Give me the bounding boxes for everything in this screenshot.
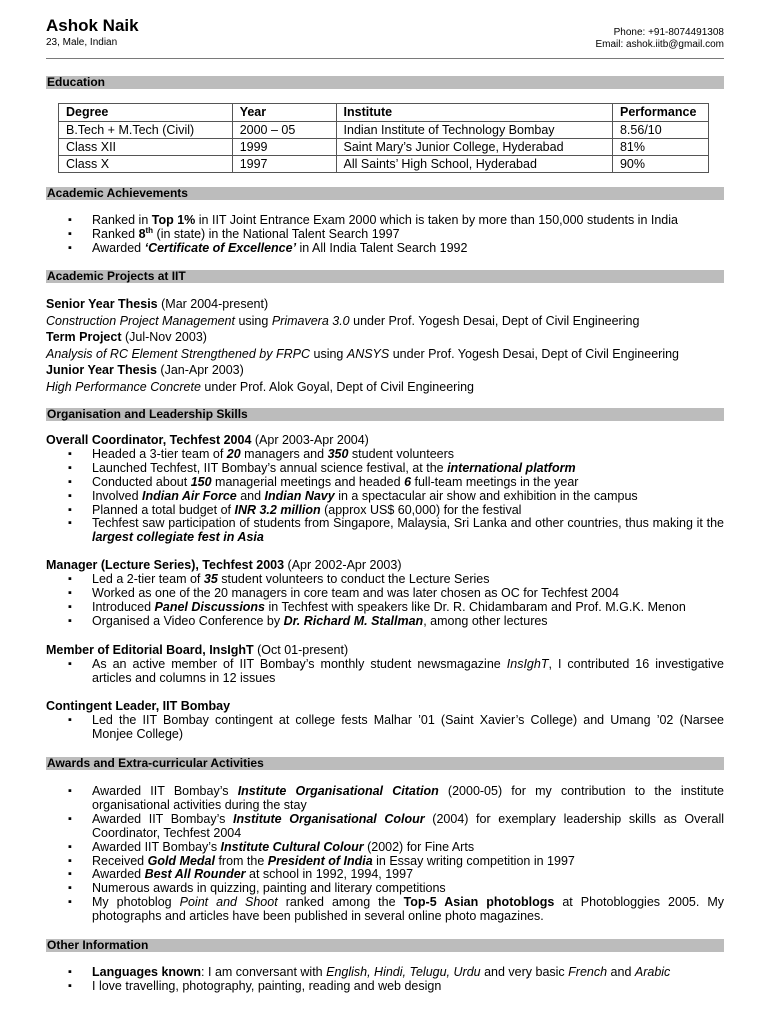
role-overall-coordinator [46, 434, 724, 545]
table-cell: 8.56/10 [612, 122, 708, 139]
list-item: ▪ Led the IIT Bombay contingent at college fests Malhar ’01 (Saint Xavier’s College) and Umang ’02 (Narsee Monjee College) [46, 714, 724, 742]
list-item: ▪ Awarded Best All Rounder at school in 1992, 1994, 1997 [46, 868, 724, 882]
header-divider [46, 58, 724, 59]
list-item: ▪ Launched Techfest, IIT Bombay’s annual science festival, at the international platform [46, 462, 724, 476]
table-row [59, 139, 709, 156]
table-cell: Indian Institute of Technology Bombay [336, 122, 612, 139]
table-row [59, 156, 709, 173]
education-table [58, 103, 709, 173]
section-awards: Awards and Extra-curricular Activities [46, 757, 724, 770]
table-cell: 81% [612, 139, 708, 156]
list-item: ▪ Ranked 8th (in state) in the National Talent Search 1997 [46, 228, 724, 242]
project-heading: Senior Year Thesis (Mar 2004-present) [46, 297, 269, 311]
list-item: ▪ Led a 2-tier team of 35 student volunteers to conduct the Lecture Series [46, 573, 724, 587]
list-item: ▪ My photoblog Point and Shoot ranked among the Top-5 Asian photoblogs at Photobloggies 2005. My photographs and articles have been published in several online photo magazines. [46, 896, 724, 924]
column-header: Degree [59, 104, 233, 122]
list-item: ▪ Numerous awards in quizzing, painting and literary competitions [46, 882, 724, 896]
column-header: Performance [612, 104, 708, 122]
list-item: ▪ I love travelling, photography, painting, reading and web design [46, 980, 724, 994]
table-cell: Saint Mary’s Junior College, Hyderabad [336, 139, 612, 156]
role-lecture-series-manager [46, 559, 724, 629]
role-contingent-leader [46, 700, 724, 742]
table-cell: 1999 [232, 139, 336, 156]
candidate-details: 23, Male, Indian [46, 37, 118, 48]
list-item: ▪ Techfest saw participation of students from Singapore, Malaysia, Sri Lanka and other countries, thus making it the largest collegiate fest in Asia [46, 517, 724, 545]
role-editorial-board [46, 644, 724, 686]
list-item: ▪ Worked as one of the 20 managers in core team and was later chosen as OC for Techfest 2004 [46, 587, 724, 601]
list-item: ▪ Awarded IIT Bombay’s Institute Organisational Colour (2004) for exemplary leadership skills as Overall Coordinator, Techfest 2004 [46, 813, 724, 841]
table-row [59, 122, 709, 139]
section-education: Education [46, 76, 724, 89]
project-description: Analysis of RC Element Strengthened by FRPC using ANSYS under Prof. Yogesh Desai, Dept of Civil Engineering [46, 346, 680, 361]
list-item: ▪ Involved Indian Air Force and Indian Navy in a spectacular air show and exhibition in the campus [46, 490, 724, 504]
project-heading: Junior Year Thesis (Jan-Apr 2003) [46, 363, 244, 378]
projects-list [46, 296, 724, 396]
project-description: High Performance Concrete under Prof. Alok Goyal, Dept of Civil Engineering [46, 379, 474, 394]
list-item: ▪ Awarded ‘Certificate of Excellence’ in All India Talent Search 1992 [46, 242, 724, 256]
list-item: ▪ As an active member of IIT Bombay’s monthly student newsmagazine InsIghT, I contributed 16 investigative articles and columns in 12 issues [46, 658, 724, 686]
table-cell: 90% [612, 156, 708, 173]
section-other-information: Other Information [46, 939, 724, 952]
section-academic-projects: Academic Projects at IIT [46, 270, 724, 283]
table-cell: All Saints’ High School, Hyderabad [336, 156, 612, 173]
awards-list [46, 785, 724, 924]
role-heading: Member of Editorial Board, InsIghT (Oct 01-present) [46, 643, 349, 657]
list-item: ▪ Introduced Panel Discussions in Techfest with speakers like Dr. R. Chidambaram and Prof. M.G.K. Menon [46, 601, 724, 615]
list-item: ▪ Planned a total budget of INR 3.2 million (approx US$ 60,000) for the festival [46, 504, 724, 518]
section-leadership: Organisation and Leadership Skills [46, 408, 724, 421]
section-academic-achievements: Academic Achievements [46, 187, 724, 200]
phone-number: Phone: +91-8074491308 [613, 27, 724, 38]
table-cell: 1997 [232, 156, 336, 173]
table-cell: 2000 – 05 [232, 122, 336, 139]
contact-info [595, 27, 724, 51]
project-heading: Term Project (Jul-Nov 2003) [46, 330, 207, 345]
list-item: ▪ Organised a Video Conference by Dr. Richard M. Stallman, among other lectures [46, 615, 724, 629]
list-item: ▪ Ranked in Top 1% in IIT Joint Entrance Exam 2000 which is taken by more than 150,000 students in India [46, 214, 724, 228]
email-address[interactable]: Email: ashok.iitb@gmail.com [595, 39, 724, 50]
list-item: ▪ Headed a 3-tier team of 20 managers and 350 student volunteers [46, 448, 724, 462]
achievements-list [46, 214, 724, 256]
table-cell: Class XII [59, 139, 233, 156]
list-item: ▪ Received Gold Medal from the President of India in Essay writing competition in 1997 [46, 855, 724, 869]
other-info-list [46, 966, 724, 994]
role-heading: Manager (Lecture Series), Techfest 2003 (Apr 2002-Apr 2003) [46, 558, 402, 572]
table-cell: Class X [59, 156, 233, 173]
candidate-name: Ashok Naik [46, 16, 139, 35]
role-heading: Overall Coordinator, Techfest 2004 (Apr 2003-Apr 2004) [46, 433, 369, 447]
list-item: ▪ Conducted about 150 managerial meetings and headed 6 full-team meetings in the year [46, 476, 724, 490]
role-heading: Contingent Leader, IIT Bombay [46, 699, 231, 713]
list-item: ▪ Awarded IIT Bombay’s Institute Cultural Colour (2002) for Fine Arts [46, 841, 724, 855]
list-item: ▪ Awarded IIT Bombay’s Institute Organisational Citation (2000-05) for my contribution to the institute organisational activities during the stay [46, 785, 724, 813]
column-header: Institute [336, 104, 612, 122]
table-header-row [59, 104, 709, 122]
list-item: ▪ Languages known: I am conversant with English, Hindi, Telugu, Urdu and very basic French and Arabic [46, 966, 724, 980]
table-cell: B.Tech + M.Tech (Civil) [59, 122, 233, 139]
project-description: Construction Project Management using Primavera 3.0 under Prof. Yogesh Desai, Dept of Civil Engineering [46, 313, 640, 328]
column-header: Year [232, 104, 336, 122]
